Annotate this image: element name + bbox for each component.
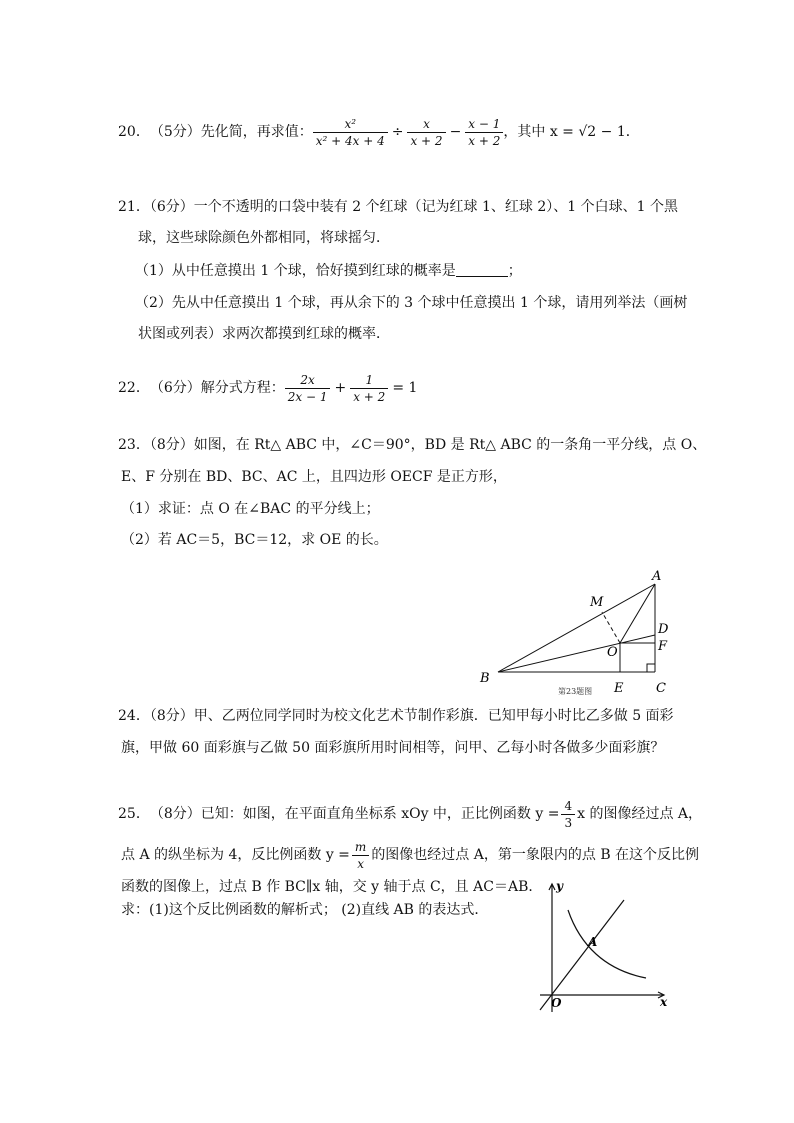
label-o: O xyxy=(607,645,618,660)
problem-25-fraction-1 xyxy=(561,800,575,829)
plus-sign: + xyxy=(334,380,347,396)
problem-22-fraction-1 xyxy=(285,374,331,403)
problem-22-text: 解分式方程： xyxy=(200,380,285,396)
fraction-denominator: 2x − 1 xyxy=(287,389,328,404)
problem-22-fraction-2 xyxy=(350,374,388,403)
problem-24-score: （8分） xyxy=(149,708,194,724)
segment-oa xyxy=(620,584,655,643)
problem-22-number: 22． xyxy=(118,380,150,396)
problem-23-text: 如图，在 Rt△ ABC 中，∠C＝90°，BD 是 Rt△ ABC 的一条角一平分线，点 O、 xyxy=(193,437,707,453)
label-e: E xyxy=(614,681,624,696)
problem-25-fraction-2 xyxy=(352,841,369,870)
point-label-a: A xyxy=(588,935,598,949)
fraction-denominator: x + 2 xyxy=(410,133,443,148)
problem-25-text-1: 已知：如图，在平面直角坐标系 xOy 中，正比例函数 y = xyxy=(200,806,560,822)
minus-sign: − xyxy=(449,124,462,140)
problem-21-score: （6分） xyxy=(149,199,194,215)
problem-21-text: 一个不透明的口袋中装有 2 个红球（记为红球 1、红球 2）、1 个白球、1 个黑 xyxy=(193,199,678,215)
problem-23-question-2: （2）若 AC＝5，BC＝12，求 OE 的长。 xyxy=(121,532,388,548)
fraction-denominator: x + 2 xyxy=(353,389,386,404)
axis-label-y: y xyxy=(556,879,563,893)
problem-20-score: （5分） xyxy=(149,124,201,140)
problem-25-number: 25． xyxy=(118,806,150,822)
problem-23-score: （8分） xyxy=(149,437,194,453)
problem-20-fraction-3 xyxy=(465,118,503,147)
problem-23-number: 23． xyxy=(118,437,150,453)
problem-24-line-1 xyxy=(118,709,674,723)
problem-24-number: 24． xyxy=(118,708,150,724)
figure-25 xyxy=(530,875,675,1020)
problem-25-text-3: 点 A 的纵坐标为 4，反比例函数 y = xyxy=(121,847,350,863)
fraction-denominator: x xyxy=(357,856,364,871)
divide-sign: ÷ xyxy=(391,124,404,140)
fraction-numerator: x xyxy=(407,118,445,133)
fraction-numerator: 1 xyxy=(350,374,388,389)
problem-21-line-2: 球，这些球除颜色外都相同，将球摇匀． xyxy=(138,230,390,246)
problem-20-fraction-2 xyxy=(407,118,445,147)
fraction-denominator: x + 2 xyxy=(468,133,501,148)
fraction-denominator: 3 xyxy=(564,815,573,830)
fraction-numerator: x − 1 xyxy=(465,118,503,133)
problem-25-score: （8分） xyxy=(149,806,201,822)
label-a: A xyxy=(652,569,662,584)
fraction-numerator: 2x xyxy=(285,374,331,389)
problem-25-line-1 xyxy=(118,794,702,834)
problem-20-fraction-1 xyxy=(313,118,388,147)
fraction-numerator: 4 xyxy=(561,800,575,815)
right-angle-mark xyxy=(647,664,655,672)
problem-20-number: 20． xyxy=(118,124,150,140)
problem-20 xyxy=(118,112,640,152)
problem-20-text: 先化简，再求值： xyxy=(200,124,313,140)
label-f: F xyxy=(658,639,668,654)
inverse-function-curve xyxy=(568,910,646,978)
problem-22-score: （6分） xyxy=(149,380,201,396)
axis-label-x: x xyxy=(660,995,668,1009)
problem-23-line-2: E、F 分别在 BD、BC、AC 上，且四边形 OECF 是正方形， xyxy=(121,469,507,485)
problem-25-line-4: 求：(1)这个反比例函数的解析式； (2)直线 AB 的表达式． xyxy=(121,902,489,918)
question-1-end: ； xyxy=(507,263,522,279)
problem-23-question-1: （1）求证：点 O 在∠BAC 的平分线上； xyxy=(121,501,380,517)
segment-ab xyxy=(498,584,655,672)
segment-om-dashed xyxy=(602,612,620,643)
label-m: M xyxy=(590,595,604,610)
problem-21-question-2-line-2: 状图或列表）求两次都摸到红球的概率． xyxy=(138,326,390,342)
figure-23-caption: 第23题图 xyxy=(558,687,593,696)
label-c: C xyxy=(656,681,666,696)
problem-21-question-2-line-1: （2）先从中任意摸出 1 个球，再从余下的 3 个球中任意摸出 1 个球，请用列举法（画树 xyxy=(135,295,688,311)
equation-rhs: = 1 xyxy=(392,380,418,396)
problem-25-line-3: 函数的图像上，过点 B 作 BC∥x 轴，交 y 轴于点 C，且 AC＝AB． xyxy=(121,879,543,895)
fraction-numerator: m xyxy=(352,841,369,856)
problem-21-number: 21． xyxy=(118,199,150,215)
answer-blank xyxy=(456,276,508,277)
label-d: D xyxy=(658,622,669,637)
problem-20-condition: ，其中 x = √2 − 1． xyxy=(503,124,640,140)
problem-24-text: 甲、乙两位同学同时为校文化艺术节制作彩旗．已知甲每小时比乙多做 5 面彩 xyxy=(193,708,674,724)
origin-label: O xyxy=(551,996,562,1010)
segment-bd xyxy=(498,635,655,672)
problem-21-question-1 xyxy=(135,264,522,278)
problem-24-line-2: 旗，甲做 60 面彩旗与乙做 50 面彩旗所用时间相等，问甲、乙每小时各做多少面彩旗？ xyxy=(121,740,665,756)
problem-23-line-1 xyxy=(118,438,706,452)
fraction-numerator: x² xyxy=(313,118,388,133)
problem-25-line-2 xyxy=(121,835,699,875)
problem-25-text-2: x 的图像经过点 A， xyxy=(577,806,703,822)
problem-25-text-4: 的图像也经过点 A，第一象限内的点 B 在这个反比例 xyxy=(371,847,700,863)
figure-23 xyxy=(470,560,680,700)
problem-21-line-1 xyxy=(118,200,678,214)
label-b: B xyxy=(480,671,490,686)
question-1-text: （1）从中任意摸出 1 个球，恰好摸到红球的概率是 xyxy=(135,263,456,279)
problem-22 xyxy=(118,368,417,408)
fraction-denominator: x² + 4x + 4 xyxy=(315,133,385,148)
